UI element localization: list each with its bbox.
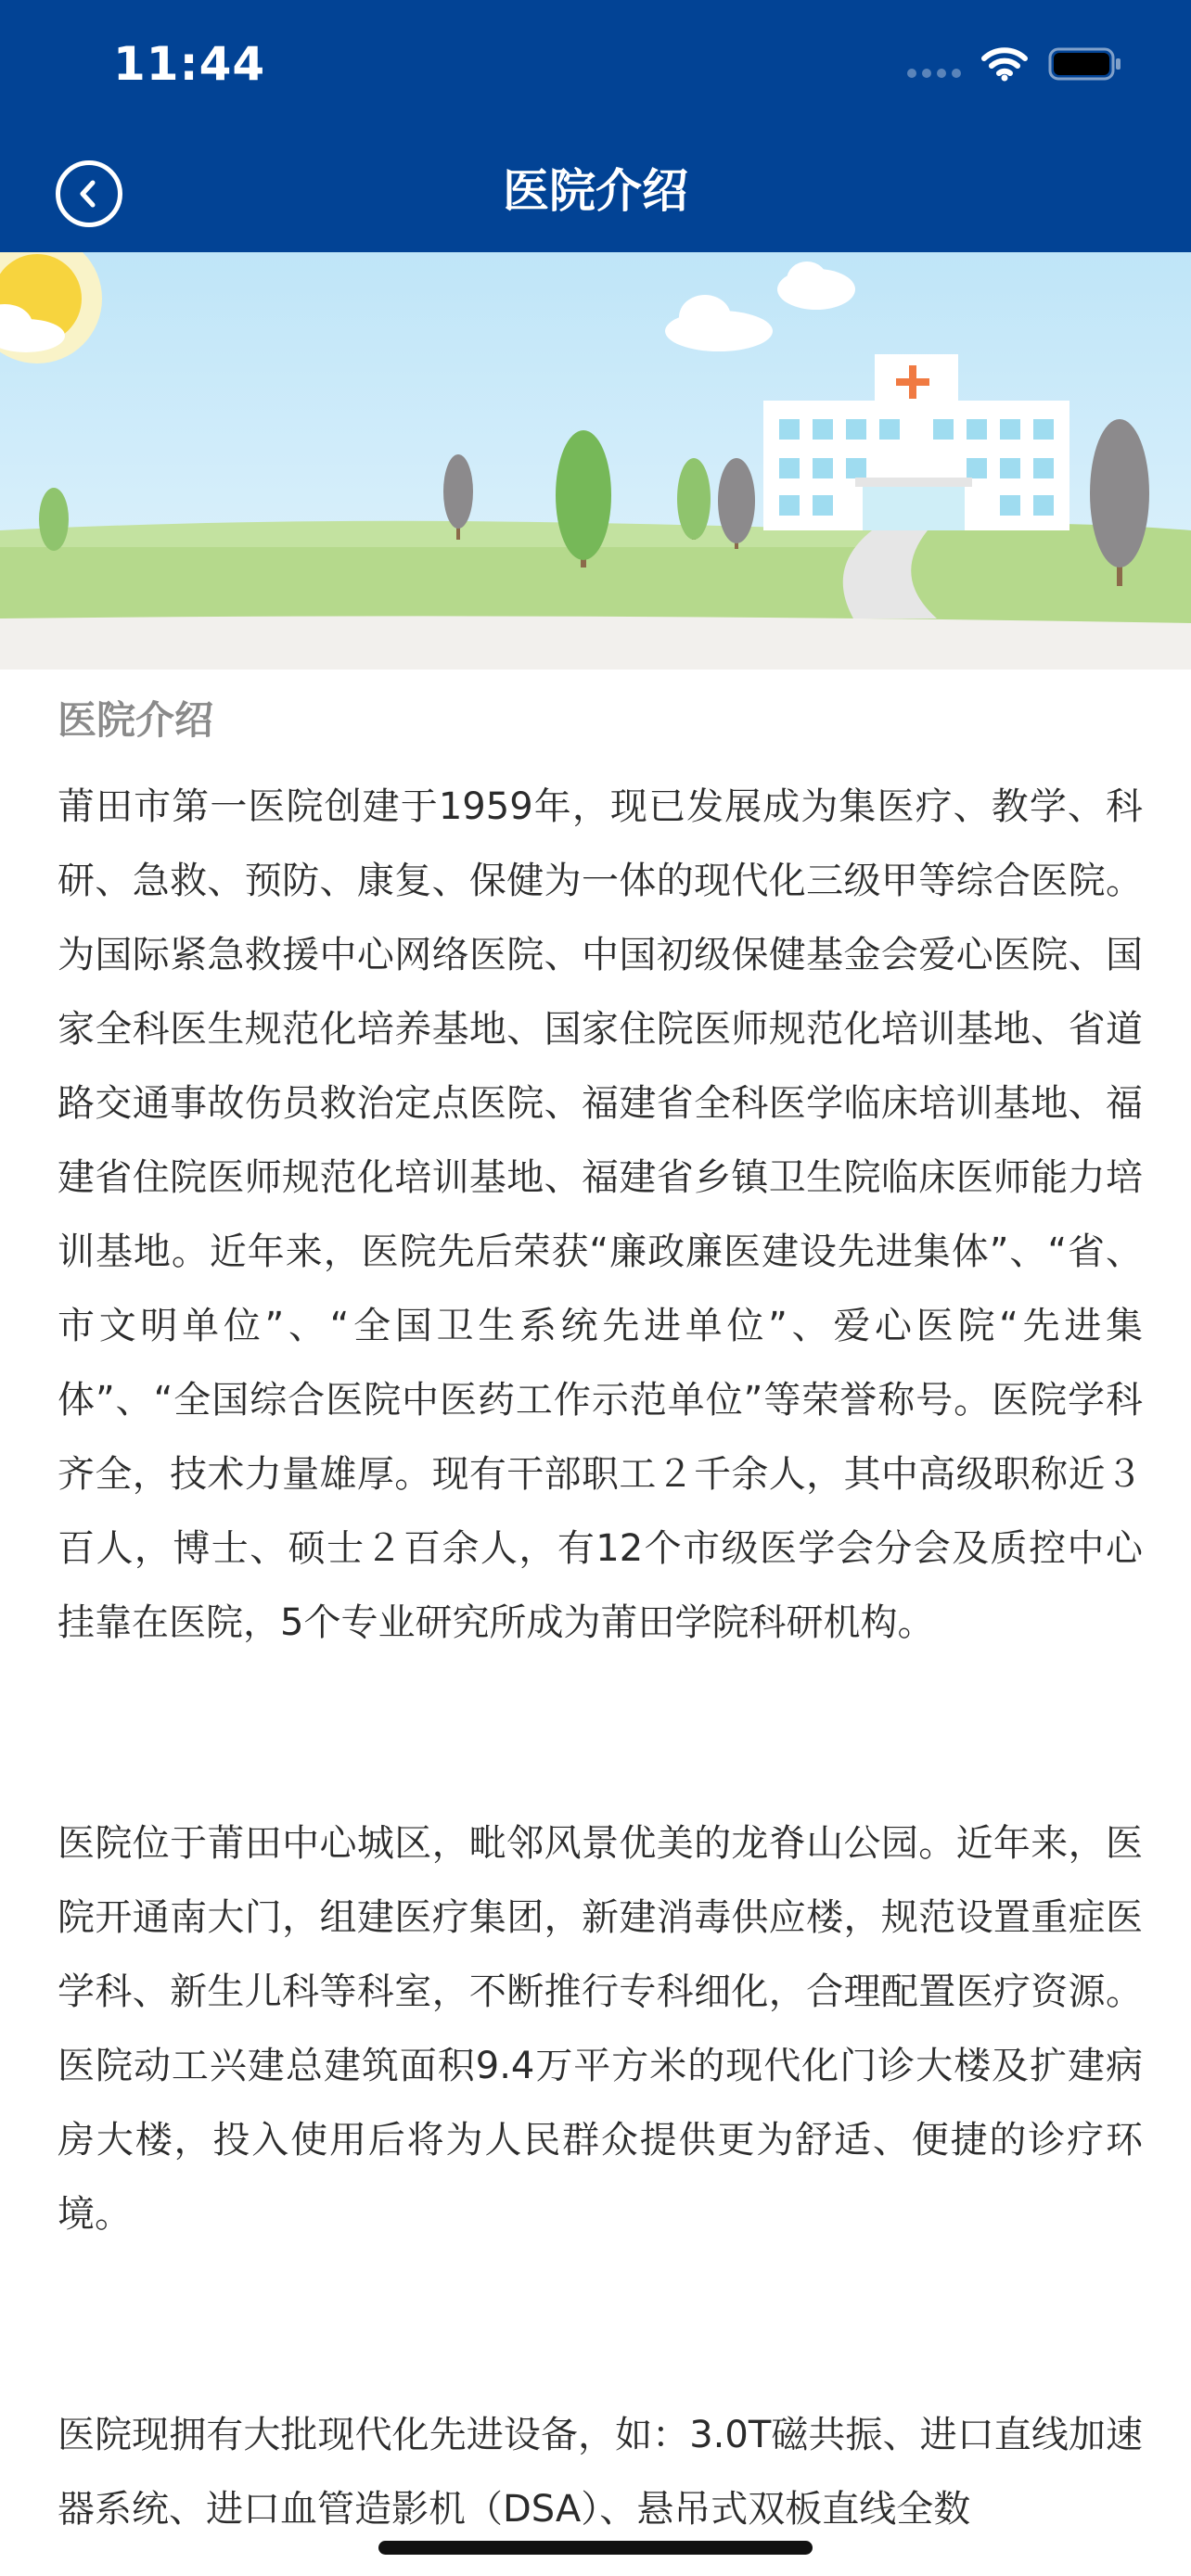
navigation-header <box>0 0 1191 252</box>
article-content <box>58 670 1143 2546</box>
status-time: 11:44 <box>113 37 266 91</box>
article-heading: 医院介绍 <box>58 697 214 743</box>
home-indicator[interactable] <box>378 2541 813 2555</box>
article-paragraph: 莆田市第一医院创建于1959年，现已发展成为集医疗、教学、科研、急救、预防、康复、保健为一体的现代化三级甲等综合医院。为国际紧急救援中心网络医院、中国初级保健基金会爱心医院、国家全科医生规范化培养基地、国家住院医师规范化培训基地、省道路交通事故伤员救治定点医院、福建省全科医学临床培训基地、福建省住院医师规范化培训基地、福建省乡镇卫生院临床医师能力培训基地。近年来，医院先后荣获“廉政廉医建设先进集体”、“省、市文明单位”、“全国卫生系统先进单位”、爱心医院“先进集体”、“全国综合医院中医药工作示范单位”等荣誉称号。医院学科齐全，技术力量雄厚。现有干部职工２千余人，其中高级职称近３百人，博士、硕士２百余人，有12个市级医学会分会及质控中心挂靠在医院，5个专业研究所成为莆田学院科研机构。 <box>58 785 1143 1644</box>
wifi-icon <box>981 46 1028 82</box>
hospital-banner-illustration <box>0 252 1191 670</box>
status-indicators <box>907 46 1122 82</box>
page-title: 医院介绍 <box>503 164 688 218</box>
article-paragraph: 医院位于莆田中心城区，毗邻风景优美的龙脊山公园。近年来，医院开通南大门，组建医疗集团，新建消毒供应楼，规范设置重症医学科、新生儿科等科室，不断推行专科细化，合理配置医疗资源。医院动工兴建总建筑面积9.4万平方米的现代化门诊大楼及扩建病房大楼，投入使用后将为人民群众提供更为舒适、便捷的诊疗环境。 <box>58 1822 1143 2236</box>
cellular-signal-icon <box>907 50 961 78</box>
article-paragraph: 医院现拥有大批现代化先进设备，如：3.0T磁共振、进口直线加速器系统、进口血管造影机（DSA）、悬吊式双板直线全数 <box>58 2414 1143 2531</box>
battery-icon <box>1048 46 1122 82</box>
